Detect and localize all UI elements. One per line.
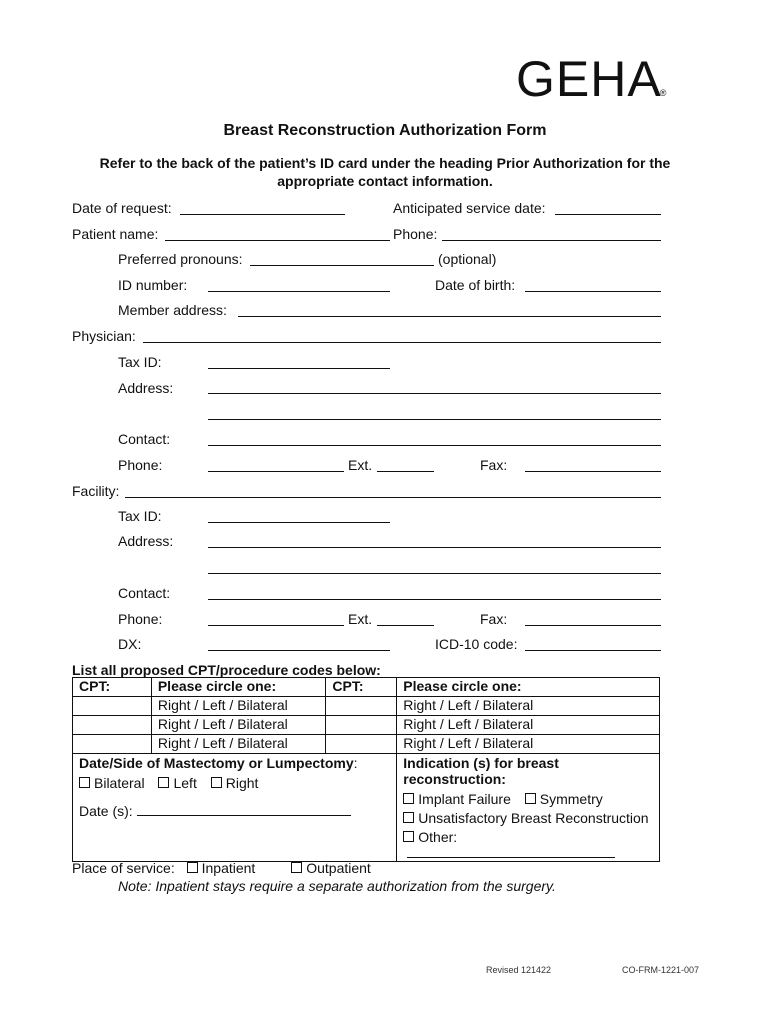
anticipated-service-date-label: Anticipated service date: — [393, 200, 546, 216]
table-row — [73, 735, 660, 754]
form-title: Breast Reconstruction Authorization Form — [223, 122, 547, 139]
mastectomy-cell — [73, 754, 397, 862]
dx-label: DX: — [118, 636, 142, 652]
symmetry-checkbox[interactable] — [525, 791, 603, 807]
cpt-code-cell[interactable] — [73, 735, 152, 754]
date-of-birth-field[interactable] — [525, 291, 661, 292]
member-address-field[interactable] — [238, 316, 661, 317]
facility-address-field-2[interactable] — [208, 573, 661, 574]
dates-label: Date (s): — [79, 803, 133, 819]
date-of-birth-label: Date of birth: — [435, 277, 516, 293]
physician-field[interactable] — [143, 342, 661, 343]
optional-note: (optional) — [438, 251, 497, 267]
patient-name-field[interactable] — [165, 240, 390, 241]
unsatisfactory-checkbox[interactable] — [403, 810, 659, 826]
table-row — [73, 716, 660, 735]
anticipated-service-date-field[interactable] — [555, 214, 661, 215]
preferred-pronouns-label: Preferred pronouns: — [118, 251, 243, 267]
side-option-cell[interactable]: Right / Left / Bilateral — [151, 697, 326, 716]
facility-field[interactable] — [125, 497, 661, 498]
patient-phone-label: Phone: — [393, 226, 438, 242]
physician-tax-id-field[interactable] — [208, 368, 390, 369]
cpt-code-cell[interactable] — [326, 735, 397, 754]
bilateral-checkbox[interactable] — [79, 775, 145, 791]
revised-date: Revised 121422 — [486, 965, 552, 975]
member-address-label: Member address: — [118, 302, 227, 318]
facility-tax-id-label: Tax ID: — [118, 508, 162, 524]
other-field[interactable] — [407, 845, 615, 858]
circle-col-header-2: Please circle one: — [397, 678, 660, 697]
facility-phone-label: Phone: — [118, 611, 163, 627]
checkbox-icon — [158, 777, 169, 788]
dx-field[interactable] — [208, 650, 390, 651]
registered-mark: ® — [659, 88, 668, 98]
cpt-code-cell[interactable] — [326, 697, 397, 716]
left-checkbox[interactable] — [158, 775, 196, 791]
right-checkbox[interactable] — [211, 775, 259, 791]
side-option-cell[interactable]: Right / Left / Bilateral — [397, 735, 660, 754]
right-label: Right — [225, 775, 259, 791]
side-option-cell[interactable]: Right / Left / Bilateral — [397, 716, 660, 735]
other-checkbox[interactable] — [403, 829, 659, 861]
cpt-col-header: CPT: — [73, 678, 152, 697]
facility-tax-id-field[interactable] — [208, 522, 390, 523]
icd10-field[interactable] — [525, 650, 661, 651]
side-option-cell[interactable]: Right / Left / Bilateral — [397, 697, 660, 716]
physician-ext-field[interactable] — [377, 471, 434, 472]
facility-address-field-1[interactable] — [208, 547, 661, 548]
checkbox-icon — [79, 777, 90, 788]
facility-fax-field[interactable] — [525, 625, 661, 626]
facility-fax-label: Fax: — [480, 611, 508, 627]
cpt-table — [72, 677, 660, 862]
facility-ext-label: Ext. — [348, 611, 373, 627]
physician-contact-label: Contact: — [118, 431, 171, 447]
facility-contact-field[interactable] — [208, 599, 661, 600]
patient-name-label: Patient name: — [72, 226, 159, 242]
other-label: Other: — [418, 829, 458, 845]
indication-cell — [397, 754, 660, 862]
table-row — [73, 697, 660, 716]
outpatient-label: Outpatient — [306, 860, 371, 876]
id-number-label: ID number: — [118, 277, 188, 293]
unsatisfactory-label: Unsatisfactory Breast Reconstruction — [418, 810, 649, 826]
mastectomy-heading: Date/Side of Mastectomy or Lumpectomy — [79, 755, 354, 771]
implant-failure-label: Implant Failure — [418, 791, 511, 807]
side-option-cell[interactable]: Right / Left / Bilateral — [151, 716, 326, 735]
symmetry-label: Symmetry — [539, 791, 603, 807]
patient-phone-field[interactable] — [442, 240, 661, 241]
facility-contact-label: Contact: — [118, 585, 171, 601]
mastectomy-indication-row — [73, 754, 660, 862]
checkbox-icon — [403, 831, 414, 842]
facility-address-label: Address: — [118, 533, 174, 549]
inpatient-checkbox[interactable] — [187, 860, 256, 876]
cpt-header-row — [73, 678, 660, 697]
date-of-request-field[interactable] — [180, 214, 345, 215]
facility-label: Facility: — [72, 483, 120, 499]
indication-heading: Indication (s) for breast reconstruction: — [403, 755, 559, 787]
icd10-label: ICD-10 code: — [435, 636, 518, 652]
facility-ext-field[interactable] — [377, 625, 434, 626]
physician-label: Physician: — [72, 328, 136, 344]
inpatient-label: Inpatient — [201, 860, 256, 876]
dates-field[interactable] — [137, 803, 351, 816]
physician-ext-label: Ext. — [348, 457, 373, 473]
physician-tax-id-label: Tax ID: — [118, 354, 162, 370]
date-of-request-label: Date of request: — [72, 200, 172, 216]
checkbox-icon — [211, 777, 222, 788]
logo-text: GEHA — [516, 51, 662, 107]
preferred-pronouns-field[interactable] — [250, 265, 434, 266]
circle-col-header: Please circle one: — [151, 678, 326, 697]
checkbox-icon — [403, 812, 414, 823]
physician-fax-label: Fax: — [480, 457, 508, 473]
cpt-code-cell[interactable] — [73, 716, 152, 735]
physician-phone-field[interactable] — [208, 471, 344, 472]
physician-phone-label: Phone: — [118, 457, 163, 473]
form-id: CO-FRM-1221-007 — [622, 965, 700, 975]
cpt-col-header-2: CPT: — [326, 678, 397, 697]
place-of-service-label: Place of service: — [72, 860, 175, 876]
place-of-service-row — [72, 860, 371, 876]
outpatient-checkbox[interactable] — [291, 860, 371, 876]
checkbox-icon — [403, 793, 414, 804]
left-label: Left — [173, 775, 197, 791]
cpt-heading: List all proposed CPT/procedure codes below: — [72, 662, 381, 678]
checkbox-icon — [187, 862, 198, 873]
implant-failure-checkbox[interactable] — [403, 791, 511, 807]
bilateral-label: Bilateral — [94, 775, 145, 791]
physician-fax-field[interactable] — [525, 471, 661, 472]
mastectomy-colon: : — [353, 755, 358, 771]
id-number-field[interactable] — [208, 291, 390, 292]
cpt-code-cell[interactable] — [326, 716, 397, 735]
inpatient-note: Note: Inpatient stays require a separate authorization from the surgery. — [118, 878, 556, 894]
checkbox-icon — [291, 862, 302, 873]
facility-phone-field[interactable] — [208, 625, 344, 626]
physician-address-field-1[interactable] — [208, 393, 661, 394]
cpt-code-cell[interactable] — [73, 697, 152, 716]
checkbox-icon — [525, 793, 536, 804]
side-option-cell[interactable]: Right / Left / Bilateral — [151, 735, 326, 754]
geha-logo — [516, 51, 669, 107]
physician-address-label: Address: — [118, 380, 174, 396]
form-subtitle: Refer to the back of the patient’s ID card under the heading Prior Authorization for the appropriate contact information. — [99, 155, 671, 189]
physician-contact-field[interactable] — [208, 445, 661, 446]
physician-address-field-2[interactable] — [208, 419, 661, 420]
